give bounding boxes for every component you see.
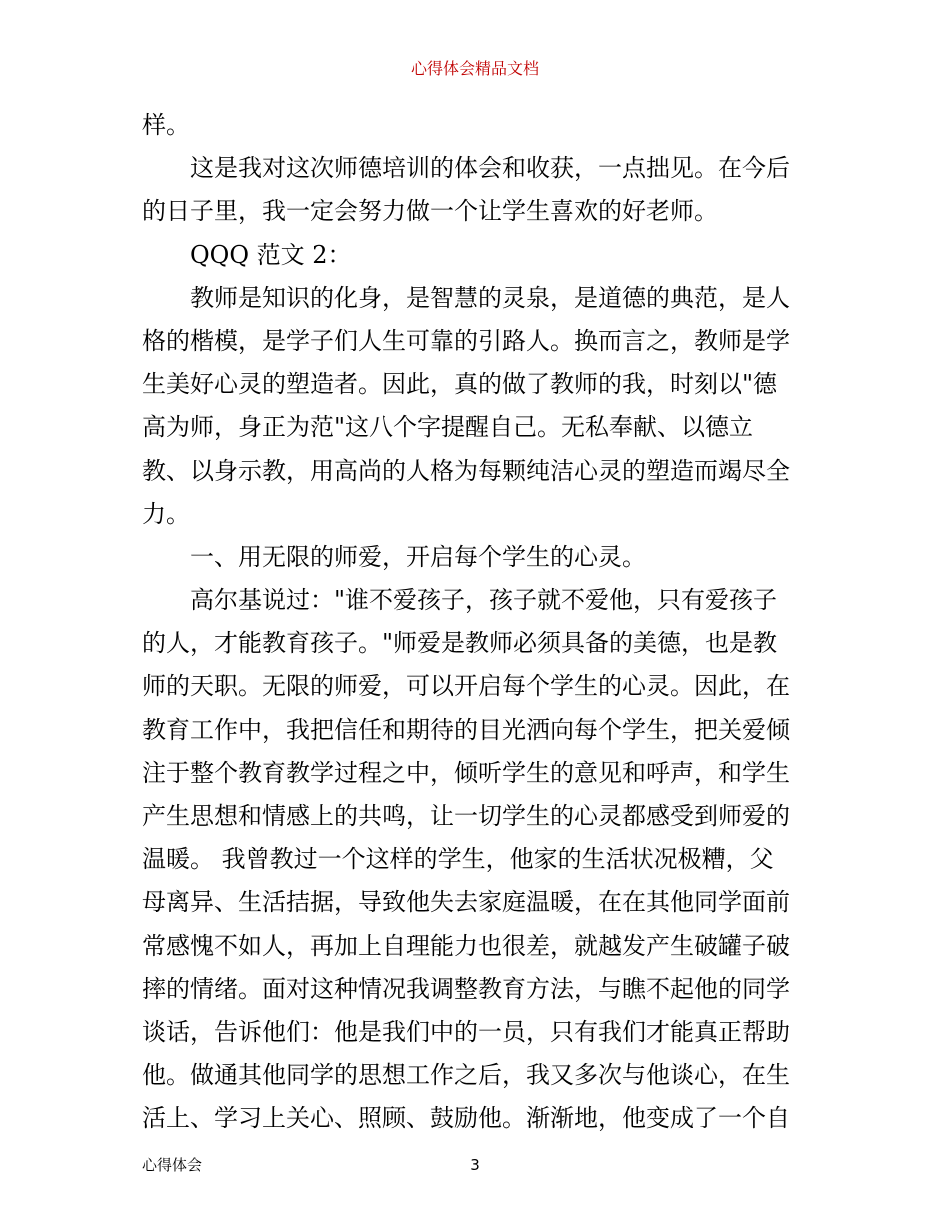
text-line: 谈话，告诉他们：他是我们中的一员，只有我们才能真正帮助 (142, 1017, 790, 1046)
text-line: 摔的情绪。面对这种情况我调整教育方法，与瞧不起他的同学 (142, 974, 790, 1003)
text-line: 的日子里，我一定会努力做一个让学生喜欢的好老师。 (142, 197, 718, 226)
text-line: 这是我对这次师德培训的体会和收获，一点拙见。在今后 (190, 154, 790, 183)
page-number: 3 (470, 1156, 480, 1174)
text-line: 教师是知识的化身，是智慧的灵泉，是道德的典范，是人 (190, 283, 790, 312)
text-line: 生美好心灵的塑造者。因此，真的做了教师的我，时刻以"德 (142, 370, 778, 399)
text-line: 常感愧不如人，再加上自理能力也很差，就越发产生破罐子破 (142, 931, 790, 960)
page-header-title: 心得体会精品文档 (410, 59, 539, 78)
text-line: 注于整个教育教学过程之中，倾听学生的意见和呼声，和学生 (142, 758, 790, 787)
text-line: 他。做通其他同学的思想工作之后，我又多次与他谈心，在生 (142, 1061, 790, 1090)
text-line: 样。 (142, 111, 190, 139)
text-line: 教育工作中，我把信任和期待的目光洒向每个学生，把关爱倾 (142, 715, 790, 744)
section-heading: QQQ 范文 2： (190, 240, 352, 269)
document-body (142, 104, 814, 1141)
text-line: 教、以身示教，用高尚的人格为每颗纯洁心灵的塑造而竭尽全 (142, 456, 790, 485)
section-heading: 一、用无限的师爱，开启每个学生的心灵。 (190, 542, 646, 571)
text-line: 高尔基说过："谁不爱孩子，孩子就不爱他，只有爱孩子 (190, 586, 778, 615)
text-line: 活上、学习上关心、照顾、鼓励他。渐渐地，他变成了一个自 (142, 1104, 790, 1133)
text-line: 师的天职。无限的师爱，可以开启每个学生的心灵。因此，在 (142, 672, 790, 701)
text-line: 高为师，身正为范"这八个字提醒自己。无私奉献、以德立 (142, 413, 754, 442)
text-line: 母离异、生活拮据，导致他失去家庭温暖，在在其他同学面前 (142, 888, 790, 917)
text-line: 温暖。 我曾教过一个这样的学生，他家的生活状况极糟，父 (142, 845, 774, 874)
text-line: 力。 (142, 499, 190, 528)
text-line: 产生思想和情感上的共鸣，让一切学生的心灵都感受到师爱的 (142, 802, 790, 830)
text-line: 格的楷模，是学子们人生可靠的引路人。换而言之，教师是学 (142, 326, 790, 355)
text-line: 的人，才能教育孩子。"师爱是教师必须具备的美德，也是教 (142, 629, 778, 658)
footer-label: 心得体会 (142, 1156, 203, 1174)
